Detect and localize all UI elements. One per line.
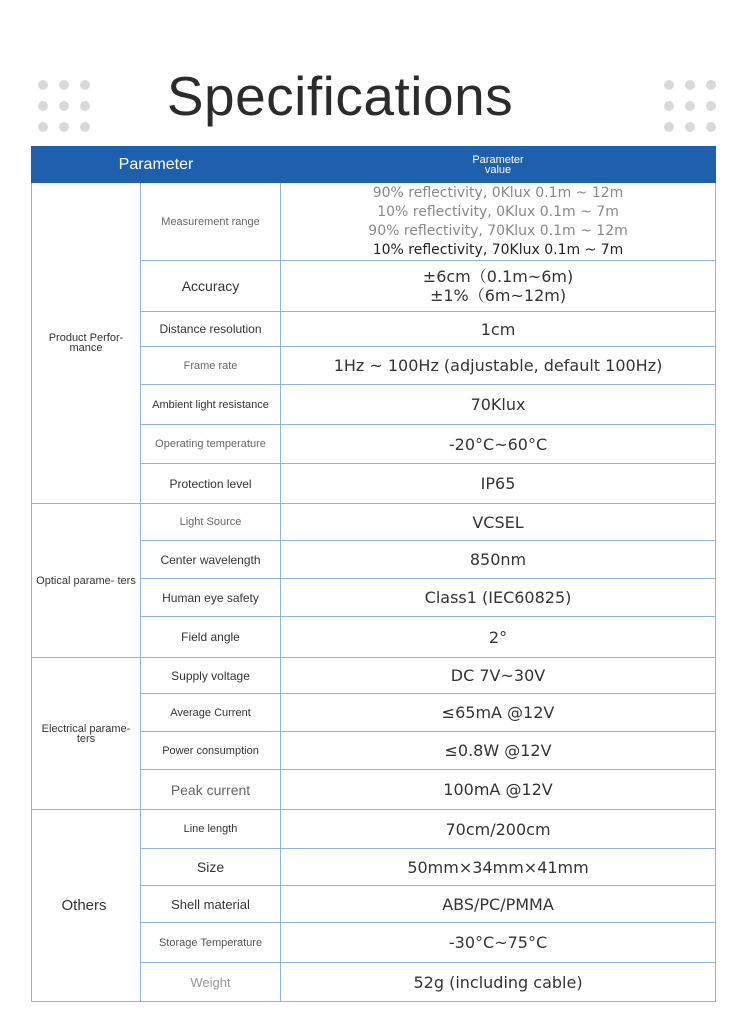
group-electrical-parameters: Electrical parame- ters: [32, 658, 141, 810]
value-line: 10% reflectivity, 70Klux 0.1m ~ 7m: [372, 241, 624, 258]
param-value: -20°C~60°C: [281, 425, 716, 464]
param-name: Storage Temperature: [141, 923, 281, 963]
table-row: [32, 810, 716, 849]
param-value: -30°C~75°C: [281, 923, 716, 963]
param-value: [281, 261, 716, 312]
param-value: DC 7V~30V: [281, 658, 716, 694]
param-name: Peak current: [141, 770, 281, 810]
param-value: IP65: [281, 464, 716, 504]
param-value: VCSEL: [281, 504, 716, 541]
group-others: Others: [32, 810, 141, 1002]
param-value: 70cm/200cm: [281, 810, 716, 849]
param-name: Supply voltage: [141, 658, 281, 694]
specifications-table: [31, 146, 716, 1002]
group-optical-parameters: Optical parame- ters: [32, 504, 141, 658]
param-name: Line length: [141, 810, 281, 849]
param-name: Human eye safety: [141, 579, 281, 617]
header-parameter-value: [281, 147, 716, 183]
param-name: Center wavelength: [141, 541, 281, 579]
param-name: Shell material: [141, 886, 281, 923]
param-name: Power consumption: [141, 732, 281, 770]
param-value: 1Hz ~ 100Hz (adjustable, default 100Hz): [281, 347, 716, 385]
value-line: 90% reflectivity, 0Klux 0.1m ~ 12m: [372, 184, 624, 201]
param-name: Accuracy: [141, 261, 281, 312]
param-value: 1cm: [281, 312, 716, 347]
param-value: 52g (including cable): [281, 963, 716, 1002]
param-name: Ambient light resistance: [141, 385, 281, 425]
value-line: ±6cm（0.1m~6m): [422, 267, 574, 286]
param-name: Frame rate: [141, 347, 281, 385]
param-name: Measurement range: [141, 183, 281, 261]
param-name: Distance resolution: [141, 312, 281, 347]
header-parameter: Parameter: [32, 147, 281, 183]
table-row: [32, 183, 716, 261]
param-value: 100mA @12V: [281, 770, 716, 810]
param-name: Average Current: [141, 694, 281, 732]
param-name: Light Source: [141, 504, 281, 541]
param-name: Weight: [141, 963, 281, 1002]
group-product-performance: Product Perfor- mance: [32, 183, 141, 504]
param-value: [281, 183, 716, 261]
param-name: Protection level: [141, 464, 281, 504]
table-row: [32, 504, 716, 541]
param-value: 850nm: [281, 541, 716, 579]
value-line: ±1%（6m~12m): [429, 286, 567, 305]
param-value: ≤65mA @12V: [281, 694, 716, 732]
param-value: ABS/PC/PMMA: [281, 886, 716, 923]
param-name: Field angle: [141, 617, 281, 658]
value-line: 90% reflectivity, 70Klux 0.1m ~ 12m: [368, 222, 628, 239]
param-value: ≤0.8W @12V: [281, 732, 716, 770]
param-value: 50mm×34mm×41mm: [281, 849, 716, 886]
param-value: Class1 (IEC60825): [281, 579, 716, 617]
value-line: 10% reflectivity, 0Klux 0.1m ~ 7m: [377, 203, 619, 220]
table-row: [32, 658, 716, 694]
param-name: Size: [141, 849, 281, 886]
header-value-line1: Parameter: [472, 153, 524, 166]
table-header-row: [32, 147, 716, 183]
page-title: Specifications: [166, 65, 514, 127]
param-value: 2°: [281, 617, 716, 658]
param-name: Operating temperature: [141, 425, 281, 464]
param-value: 70Klux: [281, 385, 716, 425]
header-value-line2: value: [484, 163, 512, 176]
